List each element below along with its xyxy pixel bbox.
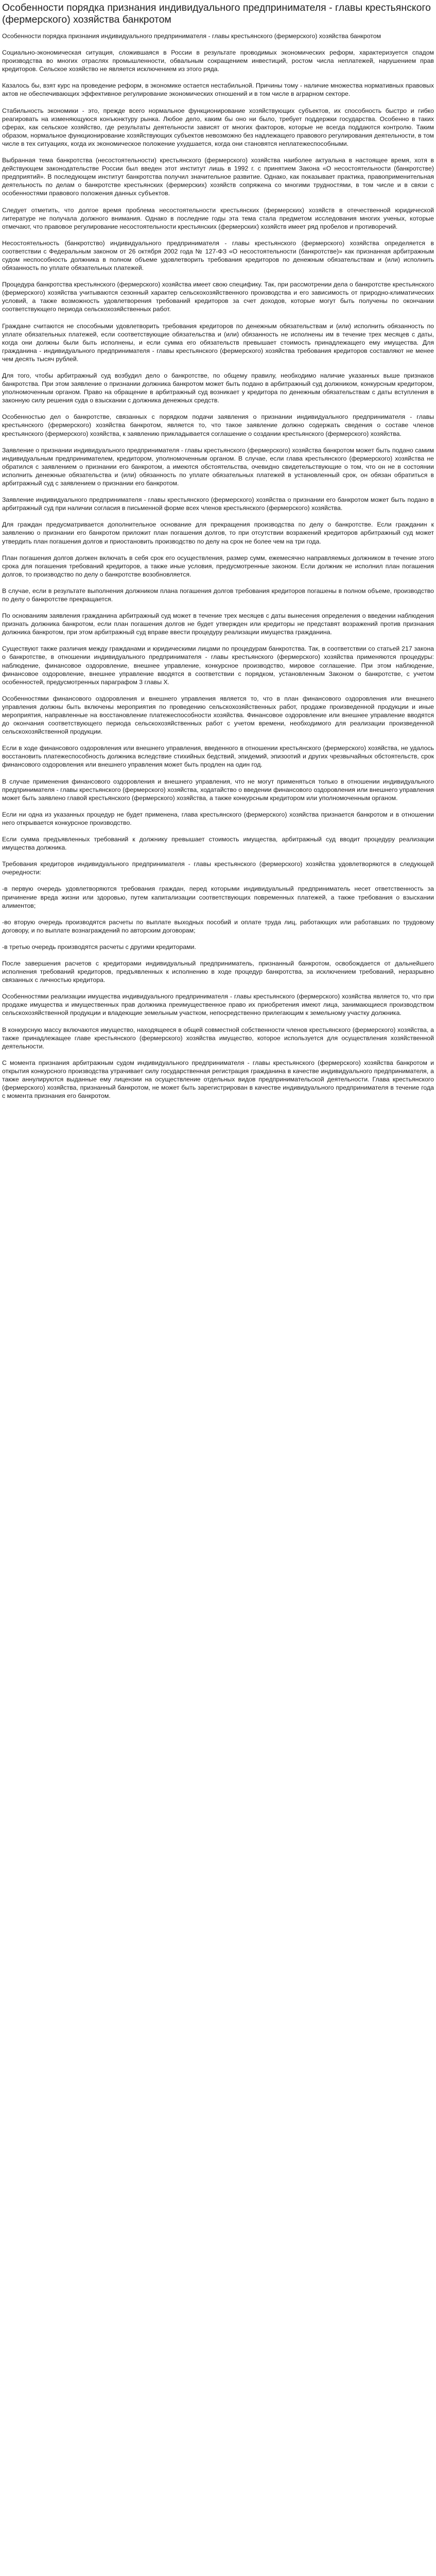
- paragraph: Несостоятельность (банкротство) индивидуального предпринимателя - главы крестьянского (фермерского) хозяйства определяется в соответствии с Федеральным законом от 26 октября 2002 года № 127-ФЗ «О несостоятельности (банкротстве)» как признанная арбитражным судом неспособность должника в полном объеме удовлетворить требования кредиторов по денежным обязательствам и (или) исполнить обязанность по уплате обязательных платежей.: [2, 239, 434, 272]
- paragraph: Граждане считаются не способными удовлетворить требования кредиторов по денежным обязательствам и (или) исполнить обязанность по уплате обязательных платежей, если соответствующие обязательства и (или) обязанность не исполнены им в течение трех месяцев с даты, когда они должны были быть исполнены, и если сумма его обязательств превышает стоимость принадлежащего ему имущества. Для гражданина - индивидуального предпринимателя - главы крестьянского (фермерского) хозяйства требования кредиторов составляют не менее чем десять тысяч рублей.: [2, 322, 434, 363]
- paragraph: Особенностями финансового оздоровления и внешнего управления является то, что в план финансового оздоровления или внешнего управления должны быть включены мероприятия по проведению сельскохозяйственных работ, продаже произведенной продукции и иные мероприятия, направленные на восстановление платежеспособности хозяйства. Финансовое оздоровление или внешнее управление вводятся до окончания соответствующего периода сельскохозяйственных работ с учетом времени, необходимого для реализации произведенной сельскохозяйственной продукции.: [2, 694, 434, 736]
- paragraph: Особенностью дел о банкротстве, связанных с порядком подачи заявления о признании индивидуального предпринимателя - главы крестьянского (фермерского) хозяйства банкротом, является то, что такое заявление должно содержать сведения о составе членов крестьянского (фермерского) хозяйства, к заявлению прикладывается соглашение о создании крестьянского (фермерского) хозяйства.: [2, 413, 434, 437]
- paragraph: Требования кредиторов индивидуального предпринимателя - главы крестьянского (фермерского) хозяйства удовлетворяются в следующей очередности:: [2, 860, 434, 876]
- paragraph: Особенностями реализации имущества индивидуального предпринимателя - главы крестьянского (фермерского) хозяйства является то, что при продаже имущества и имущественных прав должника преимущественное право их приобретения имеют лица, занимающиеся производством сельскохозяйственной продукции и владеющие земельным участком, непосредственно прилегающим к земельному участку должника.: [2, 993, 434, 1017]
- article-title: Особенности порядка признания индивидуального предпринимателя - главы крестьянского (фермерского) хозяйства банкротом: [2, 2, 431, 25]
- paragraph: Если в ходе финансового оздоровления или внешнего управления, введенного в отношении крестьянского (фермерского) хозяйства, не удалось восстановить платежеспособность должника вследствие стихийных бедствий, эпидемий, эпизоотий и других чрезвычайных обстоятельств, срок финансового оздоровления или внешнего управления может быть продлен на один год.: [2, 744, 434, 769]
- paragraph: В конкурсную массу включаются имущество, находящееся в общей совместной собственности членов крестьянского (фермерского) хозяйства, а также принадлежащее главе крестьянского (фермерского) хозяйства имущество, которое используется для осуществления хозяйственной деятельности.: [2, 1026, 434, 1050]
- paragraph: -во вторую очередь производятся расчеты по выплате выходных пособий и оплате труда лиц, работающих или работавших по трудовому договору, и по выплате вознаграждений по авторским договорам;: [2, 918, 434, 934]
- paragraph: Существуют также различия между гражданами и юридическими лицами по процедурам банкротства. Так, в соответствии со статьей 217 закона о банкротстве, в отношении индивидуального предпринимателя - главы крестьянского (фермерского) хозяйства применяются процедуры: наблюдение, финансовое оздоровление, внешнее управление, конкурсное производство, мировое соглашение. При этом наблюдение, финансовое оздоровление, внешнее управление вводятся в соответствии с порядком, установленным Законом о банкротстве, с учетом особенностей, предусмотренных параграфом 3 главы X.: [2, 645, 434, 686]
- paragraph: В случае применения финансового оздоровления и внешнего управления, что не могут применяться только в отношении индивидуального предпринимателя - главы крестьянского (фермерского) хозяйства, ходатайство о введении финансового оздоровления или внешнего управления может быть заявлено главой крестьянского (фермерского) хозяйства, а также конкурсным кредитором или уполномоченным органом.: [2, 777, 434, 802]
- paragraph: В случае, если в результате выполнения должником плана погашения долгов требования кредиторов погашены в полном объеме, производство по делу о банкротстве прекращается.: [2, 587, 434, 603]
- document-page: [0, 0, 436, 1113]
- paragraph: Заявление индивидуального предпринимателя - главы крестьянского (фермерского) хозяйства о признании его банкротом может быть подано в арбитражный суд при наличии согласия в письменной форме всех членов крестьянского (фермерского) хозяйства.: [2, 496, 434, 512]
- paragraph: Выбранная тема банкротства (несостоятельности) крестьянского (фермерского) хозяйства наиболее актуальна в настоящее время, хотя в действующем законодательстве России был введен этот институт лишь в 1992 г. с принятием Закона «О несостоятельности (банкротстве) предприятий». В последующем институт банкротства получил значительное развитие. Однако, как показывает практика, правоприменительная деятельность по делам о банкротстве крестьянских (фермерских) хозяйств сопряжена со многими трудностями, в том числе и в связи с особенностями правового положения данных субъектов.: [2, 157, 434, 197]
- paragraph: Стабильность экономики - это, прежде всего нормальное функционирование хозяйствующих субъектов, их способность быстро и гибко реагировать на изменяющуюся конъюнктуру рынка. Любое дело, каким бы оно ни было, требует поддержки государства. Особенно в таких сферах, как сельское хозяйство, где результаты деятельности зависят от многих факторов, которые не всегда поддаются контролю. Таким образом, нормальное функционирование хозяйствующих субъектов невозможно без надлежащего правового регулирования деятельности, в том числе в тех ситуациях, когда их экономическое положение ухудшается, когда они становятся неплатежеспособными.: [2, 107, 434, 147]
- paragraph: Если ни одна из указанных процедур не будет применена, глава крестьянского (фермерского) хозяйства признается банкротом и в отношении него открывается конкурсное производство.: [2, 810, 434, 826]
- paragraph: Если сумма предъявленных требований к должнику превышает стоимость имущества, арбитражный суд вводит процедуру реализации имущества должника.: [2, 836, 434, 852]
- paragraph: -в первую очередь удовлетворяются требования граждан, перед которыми индивидуальный предприниматель несет ответственность за причинение вреда жизни или здоровью, путем капитализации соответствующих повременных платежей, а также требования о взыскании алиментов;: [2, 885, 434, 909]
- paragraph: Особенности порядка признания индивидуального предпринимателя - главы крестьянского (фермерского) хозяйства банкротом: [2, 32, 381, 40]
- paragraph: Следует отметить, что долгое время проблема несостоятельности крестьянских (фермерских) хозяйств в отечественной юридической литературе не получала должного внимания. Однако в последние годы эта тема стала предметом исследования многих ученых, которые отмечают, что правовое регулирование несостоятельности крестьянских (фермерских) хозяйств имеет ряд пробелов и противоречий.: [2, 206, 434, 230]
- paragraph: Социально-экономическая ситуация, сложившаяся в России в результате проводимых экономических реформ, характеризуется спадом производства во многих отраслях промышленности, обвальным сокращением инвестиций, ростом числа неплатежей, нарушением прав кредиторов. Сельское хозяйство не является исключением из этого ряда.: [2, 49, 434, 73]
- paragraph: Заявление о признании индивидуального предпринимателя - главы крестьянского (фермерского) хозяйства банкротом может быть подано самим индивидуальным предпринимателем, кредитором, уполномоченным органом. В случае, если глава крестьянского (фермерского) хозяйства не обратился с заявлением о признании его банкротом, а имеются обстоятельства, очевидно свидетельствующие о том, что он не в состоянии исполнить денежные обязательства и (или) обязанность по уплате обязательных платежей в установленный срок, он обязан обратиться в арбитражный суд с заявлением о признании его банкротом.: [2, 446, 434, 487]
- paragraph: Для граждан предусматривается дополнительное основание для прекращения производства по делу о банкротстве. Если гражданин к заявлению о признании его банкротом приложит план погашения долгов, то при отсутствии возражений кредиторов арбитражный суд может утвердить план погашения долгов и приостановить производство по делу на срок не более чем на три года.: [2, 521, 434, 545]
- paragraph: -в третью очередь производятся расчеты с другими кредиторами.: [2, 943, 196, 951]
- paragraph: Для того, чтобы арбитражный суд возбудил дело о банкротстве, по общему правилу, необходимо наличие указанных выше признаков банкротства. При этом заявление о признании должника банкротом может быть подано в арбитражный суд должником, конкурсным кредитором, уполномоченным органом. Право на обращение в арбитражный суд возникает у кредитора по денежным обязательствам с даты вступления в законную силу решения суда о взыскании с должника денежных средств.: [2, 372, 434, 404]
- paragraph: Казалось бы, взят курс на проведение реформ, в экономике остается нестабильной. Причины тому - наличие множества нормативных правовых актов не обеспечивающих эффективное регулирование экономических отношений и в том числе в аграрном секторе.: [2, 82, 434, 98]
- paragraph: По основаниям заявления гражданина арбитражный суд может в течение трех месяцев с даты вынесения определения о введении наблюдения признать должника банкротом, если план погашения долгов не будет утвержден или кредиторы не представят возражений против признания должника банкротом, при этом арбитражный суд вправе ввести процедуру реализации имущества гражданина.: [2, 612, 434, 636]
- paragraph: После завершения расчетов с кредиторами индивидуальный предприниматель, признанный банкротом, освобождается от дальнейшего исполнения требований кредиторов, предъявленных к исполнению в ходе процедур банкротства, за исключением требований, неразрывно связанных с личностью кредитора.: [2, 959, 434, 984]
- paragraph: План погашения долгов должен включать в себя срок его осуществления, размер сумм, ежемесячно направляемых должником в течение этого срока для погашения требований кредиторов, а также иные условия, предусмотренные законом. Если должник не исполнил план погашения долгов, то производство по делу о банкротстве возобновляется.: [2, 554, 434, 578]
- paragraph: Процедура банкротства крестьянского (фермерского) хозяйства имеет свою специфику. Так, при рассмотрении дела о банкротстве крестьянского (фермерского) хозяйства учитываются сезонный характер сельскохозяйственного производства и его зависимость от природно-климатических условий, а также возможность удовлетворения требований кредиторов за счет доходов, которые могут быть получены по окончании соответствующего периода сельскохозяйственных работ.: [2, 281, 434, 313]
- paragraph: С момента признания арбитражным судом индивидуального предпринимателя - главы крестьянского (фермерского) хозяйства банкротом и открытия конкурсного производства утрачивает силу государственная регистрация гражданина в качестве индивидуального предпринимателя, а также аннулируются выданные ему лицензии на осуществление отдельных видов предпринимательской деятельности. Глава крестьянского (фермерского) хозяйства, признанный банкротом, не может быть зарегистрирован в качестве индивидуального предпринимателя в течение года с момента признания его банкротом.: [2, 1059, 434, 1100]
- article-body: [2, 32, 434, 1100]
